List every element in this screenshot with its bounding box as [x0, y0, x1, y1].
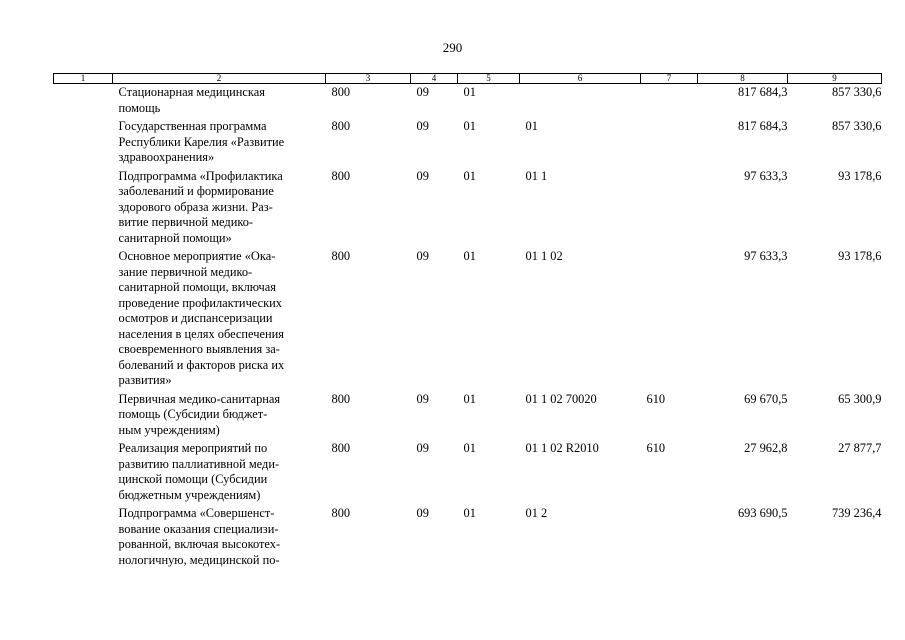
item-name-cell: Подпрограмма «Совершенст- вование оказания специализи- рованной, включая высокотех- нологичную, медицинской по- — [118, 506, 281, 567]
amount-cell-1: 817 684,3 — [737, 85, 788, 99]
admin-code-cell: 800 — [331, 391, 351, 406]
section-code-cell: 09 — [416, 391, 429, 406]
budget-table — [53, 73, 882, 570]
section-code-cell: 09 — [416, 85, 429, 99]
subsection-code-cell: 01 — [463, 119, 476, 133]
column-header: 7 — [641, 74, 698, 84]
expense-type-cell — [641, 505, 698, 570]
row-index-cell — [54, 168, 113, 249]
section-code-cell: 09 — [416, 249, 429, 263]
target-code-cell: 01 1 — [525, 168, 548, 183]
column-header: 6 — [520, 74, 641, 84]
admin-code-cell: 800 — [331, 249, 351, 263]
column-header: 2 — [113, 74, 326, 84]
column-number-row — [54, 74, 882, 84]
amount-cell-2: 739 236,4 — [831, 506, 882, 520]
amount-cell-2: 857 330,6 — [831, 85, 882, 99]
subsection-code-cell: 01 — [463, 249, 476, 263]
target-code-cell: 01 1 02 70020 — [525, 391, 597, 406]
section-code-cell: 09 — [416, 506, 429, 520]
item-name-cell: Стационарная медицинская помощь — [118, 85, 265, 115]
item-name-cell: Государственная программа Республики Карелия «Развитие здравоохранения» — [118, 119, 285, 164]
target-code-cell — [520, 84, 641, 119]
admin-code-cell: 800 — [331, 441, 351, 455]
section-code-cell: 09 — [416, 168, 429, 183]
page-number: 290 — [442, 40, 463, 55]
expense-type-cell: 610 — [646, 391, 666, 406]
amount-cell-2: 27 877,7 — [838, 441, 882, 455]
item-name-cell: Основное мероприятие «Ока- зание первичной медико- санитарной помощи, включая проведение профилактических осмотров и диспансеризации населения в целях обеспечения своевременного выявления за- болеваний и факторов риска их развития» — [118, 249, 285, 387]
column-header: 4 — [411, 74, 458, 84]
column-header: 1 — [54, 74, 113, 84]
column-header: 5 — [458, 74, 520, 84]
expense-type-cell — [641, 248, 698, 391]
amount-cell-1: 27 962,8 — [744, 441, 788, 455]
item-name-cell: Подпрограмма «Профилактика заболеваний и формирование здорового образа жизни. Раз- витие первичной медико- санитарной помощи» — [118, 168, 283, 245]
amount-cell-1: 693 690,5 — [737, 506, 788, 520]
admin-code-cell: 800 — [331, 119, 351, 133]
subsection-code-cell: 01 — [463, 168, 476, 183]
amount-cell-2: 93 178,6 — [838, 249, 882, 263]
column-header: 8 — [698, 74, 788, 84]
expense-type-cell: 610 — [646, 441, 666, 455]
target-code-cell: 01 2 — [525, 506, 548, 520]
section-code-cell: 09 — [416, 119, 429, 133]
table-row — [54, 118, 882, 168]
expense-type-cell — [641, 84, 698, 119]
subsection-code-cell: 01 — [463, 85, 476, 99]
section-code-cell: 09 — [416, 441, 429, 455]
amount-cell-1: 97 633,3 — [744, 168, 788, 183]
admin-code-cell: 800 — [331, 506, 351, 520]
row-index-cell — [54, 84, 113, 119]
table-row — [54, 84, 882, 119]
amount-cell-2: 857 330,6 — [831, 119, 882, 133]
subsection-code-cell: 01 — [463, 506, 476, 520]
expense-type-cell — [641, 118, 698, 168]
amount-cell-1: 97 633,3 — [744, 249, 788, 263]
target-code-cell: 01 — [525, 119, 538, 133]
subsection-code-cell: 01 — [463, 441, 476, 455]
table-row — [54, 168, 882, 249]
admin-code-cell: 800 — [331, 85, 351, 99]
expense-type-cell — [641, 168, 698, 249]
row-index-cell — [54, 391, 113, 441]
amount-cell-1: 817 684,3 — [737, 119, 788, 133]
table-row — [54, 505, 882, 570]
table-row — [54, 248, 882, 391]
item-name-cell: Первичная медико-санитарная помощь (Субсидии бюджет- ным учреждениям) — [118, 391, 281, 437]
amount-cell-2: 93 178,6 — [838, 168, 882, 183]
row-index-cell — [54, 248, 113, 391]
item-name-cell: Реализация мероприятий по развитию паллиативной меди- цинской помощи (Субсидии бюджетным учреждениям) — [118, 441, 280, 502]
table-row — [54, 391, 882, 441]
row-index-cell — [54, 118, 113, 168]
column-header: 3 — [326, 74, 411, 84]
amount-cell-2: 65 300,9 — [838, 391, 882, 406]
target-code-cell: 01 1 02 R2010 — [525, 441, 599, 455]
amount-cell-1: 69 670,5 — [744, 391, 788, 406]
row-index-cell — [54, 440, 113, 505]
target-code-cell: 01 1 02 — [525, 249, 563, 263]
admin-code-cell: 800 — [331, 168, 351, 183]
column-header: 9 — [788, 74, 882, 84]
subsection-code-cell: 01 — [463, 391, 476, 406]
table-row — [54, 440, 882, 505]
row-index-cell — [54, 505, 113, 570]
